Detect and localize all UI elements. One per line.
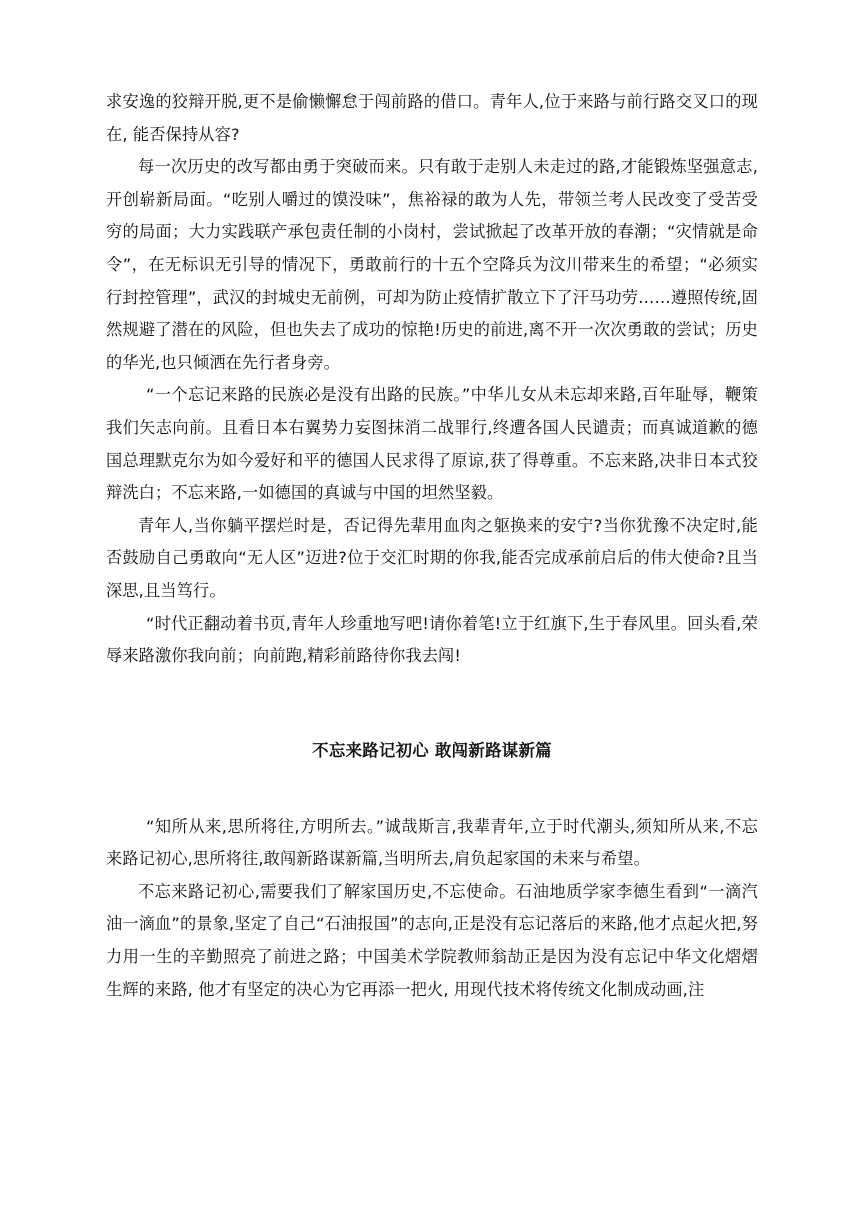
essay1-paragraph-2: 每一次历史的改写都由勇于突破而来。只有敢于走别人未走过的路,才能锻炼坚强意志,开创崭新局面。“吃别人嚼过的馍没味”，焦裕禄的敢为人先，带领兰考人民改变了受苦受穷的局面；大力实践联产承包责任制的小岗村，尝试掀起了改革开放的春潮；“灾情就是命令”，在无标识无引导的情况下，勇敢前行的十五个空降兵为汶川带来生的希望；“必须实行封控管理”，武汉的封城史无前例，可却为防止疫情扩散立下了汗马功劳……遵照传统,固然规避了潜在的风险，但也失去了成功的惊艳!历史的前进,离不开一次次勇敢的尝试；历史的华光,也只倾洒在先行者身旁。 xyxy=(106,157,758,372)
essay1-paragraph-5: “时代正翻动着书页,青年人珍重地写吧!请你着笔!立于红旗下,生于春风里。回头看,荣辱来路激你我向前；向前跑,精彩前路待你我去闯! xyxy=(106,613,758,666)
essay1-paragraph-1: 求安逸的狡辩开脱,更不是偷懒懈怠于闯前路的借口。青年人,位于来路与前行路交叉口的现在, 能否保持从容? xyxy=(106,92,758,144)
essay1-paragraph-3: “一个忘记来路的民族必是没有出路的民族。”中华儿女从未忘却来路,百年耻辱，鞭策我们矢志向前。且看日本右翼势力妄图抹消二战罪行,终遭各国人民谴责；而真诚道歉的德国总理默克尔为如今爱好和平的德国人民求得了原谅,获了得尊重。不忘来路,决非日本式狡辩洗白；不忘来路,一如德国的真诚与中国的坦然坚毅。 xyxy=(106,385,758,503)
essay2-paragraph-2: 不忘来路记初心,需要我们了解家国历史,不忘使命。石油地质学家李德生看到“一滴汽油一滴血”的景象,坚定了自己“石油报国”的志向,正是没有忘记落后的来路,他才点起火把,努力用一生的辛勤照亮了前进之路；中国美术学院教师翁劼正是因为没有忘记中华文化熠熠生辉的来路, 他才有坚定的决心为它再添一把火, 用现代技术将传统文化制成动画,注 xyxy=(106,881,758,999)
essay1-paragraph-4: 青年人,当你躺平摆烂时是，否记得先辈用血肉之躯换来的安宁?当你犹豫不决定时,能否鼓励自己勇敢向“无人区”迈进?位于交汇时期的你我,能否完成承前启后的伟大使命?且当深思,且当笃行。 xyxy=(106,515,758,600)
document-page xyxy=(106,86,758,1006)
essay2-title: 不忘来路记初心 敢闯新路谋新篇 xyxy=(312,740,552,760)
essay2-paragraph-1: “知所从来,思所将往,方明所去。”诚哉斯言,我辈青年,立于时代潮头,须知所从来,不忘来路记初心,思所将往,敢闯新路谋新篇,当明所去,肩负起家国的未来与希望。 xyxy=(106,816,758,869)
